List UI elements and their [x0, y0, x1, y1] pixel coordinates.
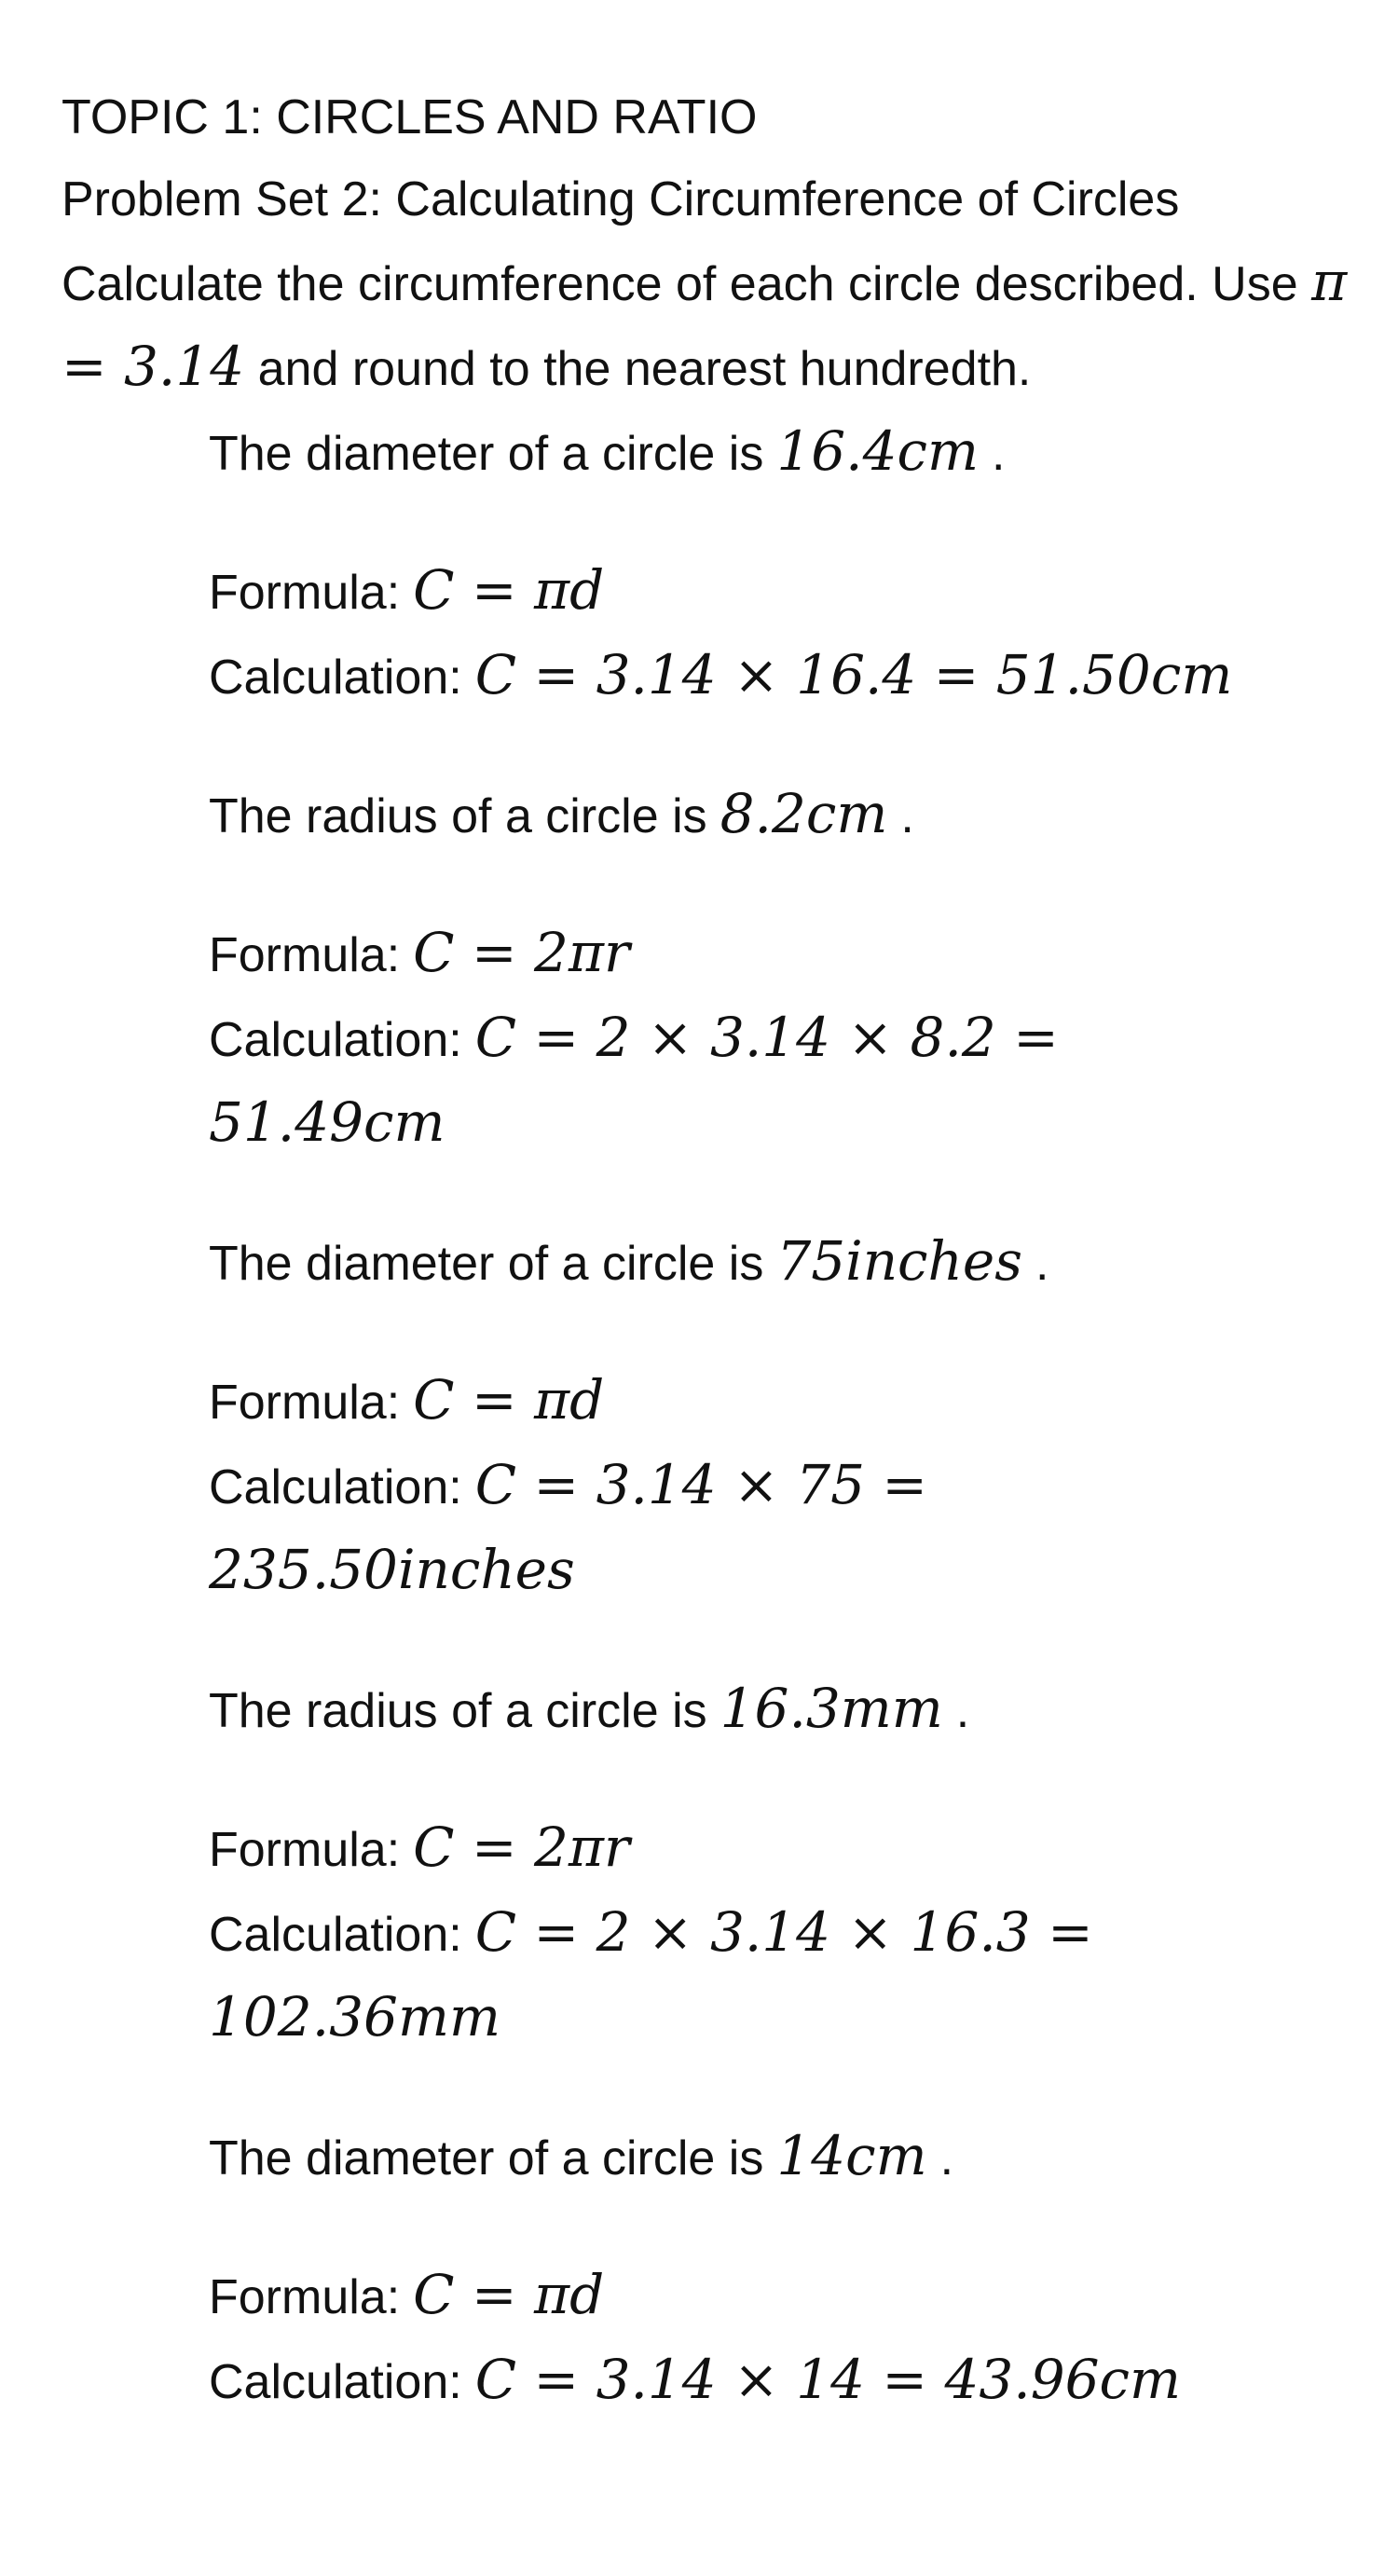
formula-math: C = 2πr: [413, 921, 630, 984]
statement-text: The diameter of a circle is: [209, 1237, 764, 1291]
calculation-math: C = 2 × 3.14 × 16.3 =: [474, 1900, 1093, 1964]
calculation-label: Calculation:: [209, 1013, 462, 1067]
pi-value-math: π = 3.14: [62, 250, 1348, 398]
calculation-math: C = 3.14 × 16.4 = 51.50cm: [474, 643, 1233, 706]
problem-4: [62, 1667, 1348, 2061]
formula-math: C = 2πr: [413, 1816, 630, 1879]
calculation-continuation: [209, 1528, 1348, 1613]
given-value: 16.4cm: [776, 419, 979, 483]
formula-line: [209, 1359, 1348, 1444]
given-value: 75inches: [776, 1229, 1022, 1293]
period: .: [1035, 1237, 1049, 1291]
formula-line: [209, 911, 1348, 996]
problem-1: [62, 410, 1348, 719]
formula-label: Formula:: [209, 2270, 401, 2324]
calculation-result: 102.36mm: [209, 1985, 500, 2048]
statement-text: The diameter of a circle is: [209, 2131, 764, 2185]
calculation-line: [209, 1444, 1348, 1528]
problem-statement: [209, 1220, 1348, 1305]
calculation-result: 51.49cm: [209, 1090, 445, 1154]
formula-line: [209, 2254, 1348, 2338]
given-value: 8.2cm: [720, 782, 888, 845]
calculation-continuation: [209, 1081, 1348, 1166]
calculation-label: Calculation:: [209, 2355, 462, 2409]
given-value: 14cm: [776, 2124, 927, 2187]
statement-text: The diameter of a circle is: [209, 427, 764, 481]
instructions-text-post: and round to the nearest hundredth.: [257, 342, 1032, 396]
formula-math: C = πd: [413, 558, 605, 622]
formula-math: C = πd: [413, 2263, 605, 2326]
problem-statement: [209, 410, 1348, 495]
problem-5: [62, 2115, 1348, 2423]
problem-set-title: Problem Set 2: Calculating Circumference of Circles: [62, 172, 1180, 226]
formula-math: C = πd: [413, 1368, 605, 1432]
problem-statement: [209, 2115, 1348, 2199]
calculation-label: Calculation:: [209, 1908, 462, 1962]
period: .: [900, 789, 914, 843]
calculation-line: [209, 1891, 1348, 1976]
worksheet: [62, 76, 1348, 2423]
problem-statement: [209, 773, 1348, 857]
formula-label: Formula:: [209, 928, 401, 982]
period: .: [955, 1684, 970, 1738]
formula-line: [209, 549, 1348, 634]
calculation-math: C = 2 × 3.14 × 8.2 =: [474, 1006, 1059, 1069]
calculation-result: 235.50inches: [209, 1538, 575, 1601]
calculation-math: C = 3.14 × 75 =: [474, 1453, 928, 1516]
calculation-line: [209, 2338, 1348, 2423]
calculation-line: [209, 996, 1348, 1081]
formula-line: [209, 1806, 1348, 1891]
formula-label: Formula:: [209, 1376, 401, 1430]
topic-heading: TOPIC 1: CIRCLES AND RATIO: [62, 90, 758, 144]
given-value: 16.3mm: [720, 1677, 943, 1740]
calculation-line: [209, 634, 1348, 719]
formula-label: Formula:: [209, 1823, 401, 1877]
calculation-math: C = 3.14 × 14 = 43.96cm: [474, 2348, 1181, 2411]
statement-text: The radius of a circle is: [209, 789, 707, 843]
problem-2: [62, 773, 1348, 1166]
problem-3: [62, 1220, 1348, 1613]
statement-text: The radius of a circle is: [209, 1684, 707, 1738]
calculation-label: Calculation:: [209, 1460, 462, 1514]
calculation-continuation: [209, 1976, 1348, 2061]
problem-statement: [209, 1667, 1348, 1752]
formula-label: Formula:: [209, 566, 401, 620]
period: .: [991, 427, 1006, 481]
instructions: [62, 240, 1348, 410]
period: .: [939, 2131, 954, 2185]
calculation-label: Calculation:: [209, 651, 462, 705]
instructions-text-pre: Calculate the circumference of each circle described. Use: [62, 257, 1298, 311]
